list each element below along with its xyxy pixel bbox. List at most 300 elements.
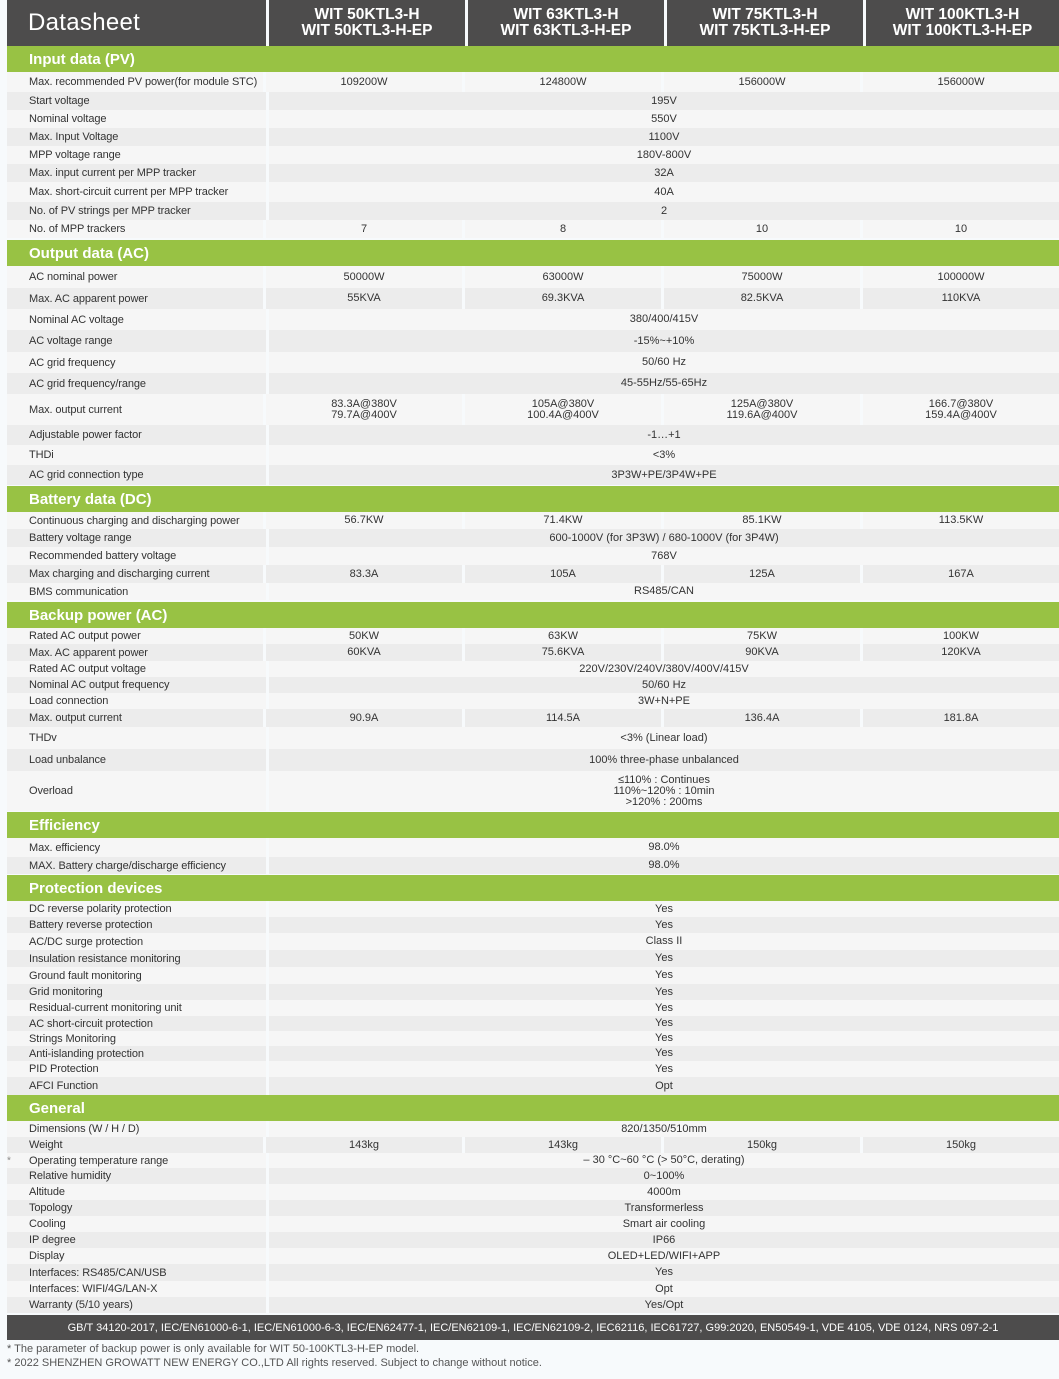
value-cell: 63000W — [465, 266, 661, 288]
value-cell-span: Yes — [269, 1264, 1059, 1281]
spec-row — [7, 1061, 1059, 1077]
value-cell-span: Yes — [269, 1046, 1059, 1061]
value-cell-span: 1100V — [269, 128, 1059, 146]
value-cell-span: Yes — [269, 1031, 1059, 1046]
spec-label — [7, 950, 266, 967]
spec-row — [7, 1200, 1059, 1216]
spec-values — [266, 220, 1059, 238]
spec-values — [269, 727, 1059, 749]
spec-label-text: Max. AC apparent power — [29, 292, 148, 305]
spec-row — [7, 220, 1059, 238]
spec-values — [266, 72, 1059, 92]
spec-label-text: AC/DC surge protection — [29, 935, 143, 948]
spec-row — [7, 771, 1059, 811]
spec-label-text: Nominal AC output frequency — [29, 679, 170, 691]
spec-values — [269, 857, 1059, 874]
spec-label-text: No. of MPP trackers — [29, 223, 126, 235]
spec-label-text: AFCI Function — [29, 1080, 99, 1092]
spec-label-text: Warranty (5/10 years) — [29, 1299, 133, 1311]
spec-row — [7, 1297, 1059, 1313]
value-cell-span: Smart air cooling — [269, 1216, 1059, 1232]
spec-values — [269, 92, 1059, 110]
spec-label — [7, 72, 263, 92]
spec-label — [7, 838, 266, 857]
spec-label — [7, 394, 263, 425]
spec-label — [7, 1168, 266, 1184]
spec-label — [7, 1016, 266, 1031]
value-line: 159.4A@400V — [925, 408, 997, 421]
standards-bar: GB/T 34120-2017, IEC/EN61000-6-1, IEC/EN61000-6-3, IEC/EN62477-1, IEC/EN62109-1, IEC/EN62109-2, IEC62116, IEC61727, G99:2020, EN50549-1, VDE 4105, VDE 0124, NRS 097-2-1 — [7, 1315, 1059, 1340]
value-cell-span: 3W+N+PE — [269, 693, 1059, 709]
spec-label — [7, 1061, 266, 1077]
value-cell-span: 3P3W+PE/3P4W+PE — [269, 465, 1059, 485]
value-cell: 113.5KW — [863, 512, 1059, 529]
value-cell: 82.5KVA — [664, 288, 860, 309]
spec-label — [7, 288, 263, 309]
spec-row — [7, 644, 1059, 661]
spec-row — [7, 1248, 1059, 1264]
model-name: WIT 63KTL3-H — [513, 6, 619, 23]
value-cell-span: 768V — [269, 547, 1059, 565]
value-cell-span: Yes — [269, 901, 1059, 917]
model-name: WIT 50KTL3-H — [314, 6, 420, 23]
spec-label-text: IP degree — [29, 1234, 76, 1246]
spec-label-text: THDi — [29, 449, 54, 461]
spec-values — [269, 950, 1059, 967]
spec-values — [266, 394, 1059, 425]
section-header-efficiency: Efficiency — [7, 812, 1059, 838]
spec-values — [266, 1137, 1059, 1153]
value-cell — [465, 394, 661, 425]
spec-label-text: Load connection — [29, 695, 109, 707]
spec-values — [269, 771, 1059, 811]
value-cell-span: IP66 — [269, 1232, 1059, 1248]
spec-values — [269, 1297, 1059, 1313]
spec-label — [7, 1137, 263, 1153]
spec-row — [7, 901, 1059, 917]
spec-label — [7, 984, 266, 1000]
spec-row — [7, 583, 1059, 600]
spec-row — [7, 1168, 1059, 1184]
spec-label — [7, 857, 266, 874]
spec-label-text: Weight — [29, 1139, 63, 1151]
value-cell: 100KW — [863, 628, 1059, 644]
value-cell: 181.8A — [863, 709, 1059, 727]
spec-values — [269, 128, 1059, 146]
spec-row — [7, 309, 1059, 330]
spec-label-text: Nominal voltage — [29, 113, 107, 125]
spec-label — [7, 1153, 266, 1168]
spec-label-text: Overload — [29, 785, 73, 797]
spec-label — [7, 164, 266, 182]
value-cell: 83.3A — [266, 565, 462, 583]
spec-label-text: Operating temperature range — [29, 1154, 169, 1167]
value-cell-span: -1…+1 — [269, 425, 1059, 445]
value-cell: 150kg — [664, 1137, 860, 1153]
spec-row — [7, 677, 1059, 693]
spec-row — [7, 1031, 1059, 1046]
spec-row — [7, 1232, 1059, 1248]
value-cell: 63KW — [465, 628, 661, 644]
spec-label — [7, 128, 266, 146]
value-cell-span: – 30 °C~60 °C (> 50°C, derating) — [269, 1153, 1059, 1168]
spec-row — [7, 984, 1059, 1000]
spec-label — [7, 92, 266, 110]
value-cell: 85.1KW — [664, 512, 860, 529]
spec-label-text: Rated AC output power — [29, 630, 141, 642]
value-cell: 69.3KVA — [465, 288, 661, 309]
spec-row — [7, 1000, 1059, 1016]
spec-label-text: AC short-circuit protection — [29, 1017, 153, 1030]
spec-label-text: AC nominal power — [29, 271, 118, 283]
spec-values — [269, 693, 1059, 709]
spec-values — [269, 838, 1059, 857]
value-cell: 156000W — [863, 72, 1059, 92]
value-cell: 71.4KW — [465, 512, 661, 529]
value-cell-span: Yes/Opt — [269, 1297, 1059, 1313]
spec-label — [7, 529, 266, 547]
spec-values — [269, 373, 1059, 394]
value-cell-span: 820/1350/510mm — [269, 1121, 1059, 1137]
value-cell-span: Yes — [269, 967, 1059, 984]
section-header-backup: Backup power (AC) — [7, 602, 1059, 628]
spec-values — [269, 1281, 1059, 1297]
spec-row — [7, 1281, 1059, 1297]
spec-label — [7, 1297, 266, 1313]
spec-values — [269, 445, 1059, 465]
value-line: 83.3A@380V — [331, 397, 397, 410]
spec-row — [7, 1016, 1059, 1031]
value-cell-span — [269, 771, 1059, 811]
value-cell: 8 — [465, 220, 661, 238]
spec-values — [269, 661, 1059, 677]
spec-label-text: Display — [29, 1250, 65, 1262]
spec-values — [269, 1121, 1059, 1137]
spec-row — [7, 1121, 1059, 1137]
value-line: 166.7@380V — [928, 397, 994, 410]
spec-row — [7, 967, 1059, 984]
value-cell: 55KVA — [266, 288, 462, 309]
spec-row — [7, 1264, 1059, 1281]
spec-label — [7, 330, 266, 352]
spec-values — [269, 164, 1059, 182]
spec-label-text: Max. efficiency — [29, 841, 101, 854]
model-header-2 — [468, 0, 664, 46]
spec-values — [269, 967, 1059, 984]
value-cell-span: 380/400/415V — [269, 309, 1059, 330]
spec-label — [7, 352, 266, 373]
spec-label — [7, 547, 266, 565]
spec-label-text: BMS communication — [29, 585, 129, 598]
spec-row — [7, 1137, 1059, 1153]
spec-label-text: Interfaces: RS485/CAN/USB — [29, 1266, 167, 1279]
spec-label — [7, 727, 266, 749]
section-header-battery: Battery data (DC) — [7, 486, 1059, 512]
spec-row — [7, 465, 1059, 485]
spec-row — [7, 92, 1059, 110]
value-cell-span: 100% three-phase unbalanced — [269, 749, 1059, 771]
spec-row — [7, 202, 1059, 220]
value-cell-span: 180V-800V — [269, 146, 1059, 164]
value-cell: 124800W — [465, 72, 661, 92]
spec-label-text: Battery voltage range — [29, 532, 132, 544]
spec-label-text: Continuous charging and discharging power — [29, 514, 240, 527]
spec-label — [7, 771, 266, 811]
spec-row — [7, 445, 1059, 465]
spec-label-text: Relative humidity — [29, 1170, 112, 1182]
value-cell: 7 — [266, 220, 462, 238]
spec-row — [7, 146, 1059, 164]
value-cell: 60KVA — [266, 644, 462, 661]
section-header-protection: Protection devices — [7, 875, 1059, 901]
value-line: >120% : 200ms — [625, 795, 703, 808]
value-cell: 143kg — [465, 1137, 661, 1153]
spec-row — [7, 266, 1059, 288]
spec-row — [7, 1153, 1059, 1168]
spec-label — [7, 967, 266, 984]
spec-label — [7, 1216, 266, 1232]
model-name: WIT 100KTL3-H — [905, 6, 1020, 23]
spec-label — [7, 709, 263, 727]
spec-label-text: Altitude — [29, 1186, 65, 1198]
spec-label-text: Max. input current per MPP tracker — [29, 167, 196, 179]
value-cell — [266, 394, 462, 425]
spec-label-text: MPP voltage range — [29, 149, 121, 161]
value-cell: 56.7KW — [266, 512, 462, 529]
spec-label — [7, 1184, 266, 1200]
spec-label-text: Max. short-circuit current per MPP tracker — [29, 186, 229, 198]
footnote-copyright: * 2022 SHENZHEN GROWATT NEW ENERGY CO.,LTD All rights reserved. Subject to change without notice. — [7, 1357, 542, 1369]
spec-row — [7, 1216, 1059, 1232]
spec-label-text: Insulation resistance monitoring — [29, 952, 181, 965]
value-cell: 50KW — [266, 628, 462, 644]
value-cell: 90KVA — [664, 644, 860, 661]
spec-label-text: Max. AC apparent power — [29, 646, 148, 659]
spec-values — [269, 425, 1059, 445]
footnote-backup: * The parameter of backup power is only available for WIT 50-100KTL3-H-EP model. — [7, 1343, 420, 1355]
spec-values — [269, 1216, 1059, 1232]
spec-label — [7, 202, 266, 220]
spec-label — [7, 565, 263, 583]
spec-row — [7, 749, 1059, 771]
value-cell-span: Yes — [269, 1061, 1059, 1077]
spec-label-text: Adjustable power factor — [29, 429, 142, 441]
spec-values — [269, 933, 1059, 950]
value-cell-span: 98.0% — [269, 857, 1059, 874]
value-cell-span: <3% — [269, 445, 1059, 465]
spec-values — [269, 529, 1059, 547]
model-name-ep: WIT 50KTL3-H-EP — [301, 22, 433, 39]
model-header-3 — [667, 0, 863, 46]
spec-values — [266, 628, 1059, 644]
spec-label — [7, 917, 266, 933]
spec-values — [266, 644, 1059, 661]
spec-row — [7, 182, 1059, 202]
spec-label-text: No. of PV strings per MPP tracker — [29, 205, 191, 217]
value-cell-span: RS485/CAN — [269, 583, 1059, 600]
value-cell: 150kg — [863, 1137, 1059, 1153]
section-header-input: Input data (PV) — [7, 46, 1059, 72]
spec-label — [7, 465, 266, 485]
spec-label-text: AC grid frequency — [29, 356, 116, 369]
spec-label — [7, 749, 266, 771]
value-cell-span: 98.0% — [269, 838, 1059, 857]
spec-row — [7, 661, 1059, 677]
value-cell: 105A — [465, 565, 661, 583]
spec-row — [7, 693, 1059, 709]
value-cell — [863, 394, 1059, 425]
spec-label-text: MAX. Battery charge/discharge efficiency — [29, 859, 226, 872]
spec-row — [7, 547, 1059, 565]
spec-label-text: Battery reverse protection — [29, 919, 153, 931]
model-name-ep: WIT 100KTL3-H-EP — [892, 22, 1033, 39]
spec-label-text: Max. output current — [29, 403, 122, 416]
spec-values — [269, 110, 1059, 128]
spec-label-text: Max. recommended PV power(for module STC) — [29, 76, 258, 88]
spec-label-text: AC grid connection type — [29, 469, 144, 481]
spec-values — [269, 1232, 1059, 1248]
value-cell: 75.6KVA — [465, 644, 661, 661]
spec-values — [269, 309, 1059, 330]
spec-row — [7, 727, 1059, 749]
value-cell: 10 — [664, 220, 860, 238]
spec-label-text: Dimensions (W / H / D) — [29, 1123, 140, 1135]
spec-row — [7, 110, 1059, 128]
value-cell-span: 50/60 Hz — [269, 677, 1059, 693]
model-name-ep: WIT 75KTL3-H-EP — [699, 22, 831, 39]
value-line: 100.4A@400V — [527, 408, 599, 421]
spec-label — [7, 309, 266, 330]
value-cell: 125A — [664, 565, 860, 583]
spec-label-text: THDv — [29, 732, 57, 744]
spec-values — [269, 917, 1059, 933]
spec-label-text: Max charging and discharging current — [29, 568, 210, 580]
spec-label-text: Recommended battery voltage — [29, 550, 177, 562]
spec-label — [7, 1031, 266, 1046]
spec-values — [269, 1077, 1059, 1095]
value-cell: 114.5A — [465, 709, 661, 727]
asterisk-icon: * — [7, 1155, 11, 1166]
spec-row — [7, 838, 1059, 857]
spec-row — [7, 164, 1059, 182]
spec-row — [7, 628, 1059, 644]
value-cell-span: 45-55Hz/55-65Hz — [269, 373, 1059, 394]
spec-values — [269, 1046, 1059, 1061]
spec-values — [269, 677, 1059, 693]
spec-label — [7, 1248, 266, 1264]
value-cell: 100000W — [863, 266, 1059, 288]
spec-label-text: Rated AC output voltage — [29, 663, 146, 675]
value-cell-span: Opt — [269, 1077, 1059, 1095]
spec-row — [7, 1046, 1059, 1061]
spec-label — [7, 677, 266, 693]
spec-label — [7, 661, 266, 677]
spec-label-text: Load unbalance — [29, 754, 106, 766]
value-cell-span: 2 — [269, 202, 1059, 220]
spec-label — [7, 1000, 266, 1016]
value-cell-span: Opt — [269, 1281, 1059, 1297]
spec-label-text: AC grid frequency/range — [29, 377, 146, 390]
spec-row — [7, 72, 1059, 92]
value-cell-span: 40A — [269, 182, 1059, 202]
spec-values — [269, 352, 1059, 373]
value-cell-span: 600-1000V (for 3P3W) / 680-1000V (for 3P4W) — [269, 529, 1059, 547]
value-cell-span: OLED+LED/WIFI+APP — [269, 1248, 1059, 1264]
value-line: 79.7A@400V — [331, 408, 397, 421]
spec-row — [7, 425, 1059, 445]
spec-values — [269, 547, 1059, 565]
spec-values — [269, 146, 1059, 164]
value-line: 105A@380V — [531, 397, 595, 410]
spec-row — [7, 394, 1059, 425]
spec-values — [269, 182, 1059, 202]
spec-values — [266, 512, 1059, 529]
spec-values — [269, 1016, 1059, 1031]
value-cell-span: <3% (Linear load) — [269, 727, 1059, 749]
spec-label — [7, 373, 266, 394]
value-cell: 110KVA — [863, 288, 1059, 309]
spec-values — [266, 565, 1059, 583]
spec-label — [7, 583, 266, 600]
spec-row — [7, 565, 1059, 583]
spec-values — [269, 1264, 1059, 1281]
value-cell-span: Yes — [269, 1016, 1059, 1031]
value-cell: 50000W — [266, 266, 462, 288]
spec-label — [7, 1077, 266, 1095]
spec-row — [7, 330, 1059, 352]
spec-values — [269, 1200, 1059, 1216]
value-cell: 109200W — [266, 72, 462, 92]
value-cell: 167A — [863, 565, 1059, 583]
spec-values — [269, 1000, 1059, 1016]
section-header-general: General — [7, 1095, 1059, 1121]
spec-values — [269, 984, 1059, 1000]
spec-label-text: Max. Input Voltage — [29, 131, 119, 143]
spec-values — [269, 1184, 1059, 1200]
value-cell: 136.4A — [664, 709, 860, 727]
spec-row — [7, 288, 1059, 309]
spec-values — [269, 1248, 1059, 1264]
spec-label-text: Residual-current monitoring unit — [29, 1002, 182, 1014]
value-cell-span: Transformerless — [269, 1200, 1059, 1216]
spec-row — [7, 128, 1059, 146]
spec-label — [7, 146, 266, 164]
spec-values — [269, 1031, 1059, 1046]
spec-values — [266, 266, 1059, 288]
spec-label — [7, 445, 266, 465]
spec-label-text: Anti-islanding protection — [29, 1047, 144, 1060]
spec-label — [7, 220, 263, 238]
spec-label — [7, 901, 266, 917]
spec-label — [7, 693, 266, 709]
spec-row — [7, 709, 1059, 727]
spec-label — [7, 512, 263, 529]
datasheet-title: Datasheet — [7, 0, 266, 46]
spec-label-text: PID Protection — [29, 1063, 99, 1075]
value-cell-span: 50/60 Hz — [269, 352, 1059, 373]
spec-values — [269, 583, 1059, 600]
spec-values — [269, 1168, 1059, 1184]
spec-label — [7, 933, 266, 950]
spec-label-text: Grid monitoring — [29, 986, 103, 998]
value-cell: 156000W — [664, 72, 860, 92]
value-cell: 90.9A — [266, 709, 462, 727]
spec-values — [269, 202, 1059, 220]
value-cell-span: Yes — [269, 1000, 1059, 1016]
spec-row — [7, 529, 1059, 547]
spec-values — [269, 749, 1059, 771]
spec-label — [7, 1281, 266, 1297]
